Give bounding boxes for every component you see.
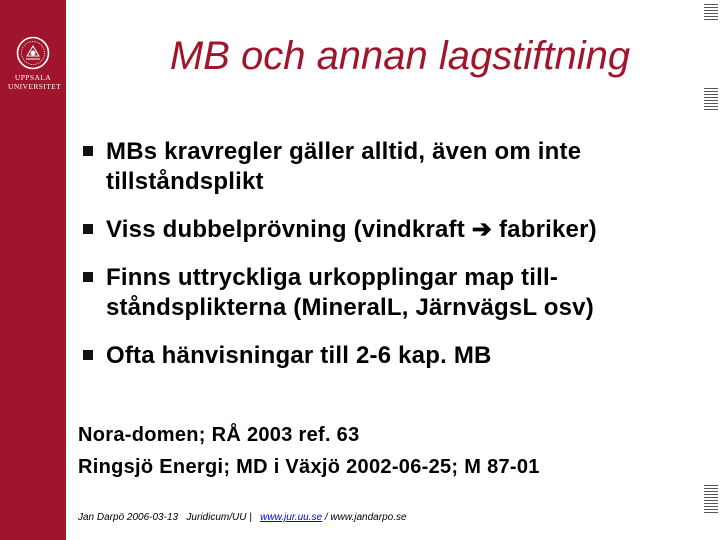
footer-link-jur[interactable]: www.jur.uu.se xyxy=(260,512,323,523)
square-bullet-icon xyxy=(83,146,93,156)
footer-author-date: Jan Darpö 2006-03-13 xyxy=(78,512,179,523)
case-references xyxy=(78,419,678,483)
bullet-text: MBs kravregler gäller alltid, även om inte tillståndsplikt xyxy=(106,138,582,195)
bullet-text: Viss dubbelprövning (vindkraft ➔ fabriker) xyxy=(106,216,597,243)
reference-line: Nora-domen; RÅ 2003 ref. 63 xyxy=(78,424,360,446)
footer xyxy=(78,512,407,523)
decorative-ticks-bottom xyxy=(704,485,718,515)
slide-title: MB och annan lagstiftning xyxy=(169,34,631,78)
logo-text-uppsala: UPPSALA xyxy=(14,73,52,82)
logo-text-universitet: UNIVERSITET xyxy=(8,82,62,91)
reference-line: Ringsjö Energi; MD i Växjö 2002-06-25; M 87-01 xyxy=(78,456,540,478)
footer-org: Juridicum/UU | xyxy=(186,512,252,523)
bullet-list xyxy=(78,137,678,389)
square-bullet-icon xyxy=(83,224,93,234)
sidebar xyxy=(0,0,66,540)
square-bullet-icon xyxy=(83,350,93,360)
footer-link-jandarpo[interactable]: www.jandarpo.se xyxy=(330,512,407,523)
decorative-ticks-top xyxy=(704,4,718,22)
bullet-text: Ofta hänvisningar till 2-6 kap. MB xyxy=(106,342,492,369)
bullet-item xyxy=(78,341,678,371)
bullet-text: Finns uttryckliga urkopplingar map till-ståndsplikterna (MineralL, JärnvägsL osv) xyxy=(106,264,594,321)
bullet-item xyxy=(78,215,678,245)
bullet-item xyxy=(78,263,678,323)
uu-seal-icon xyxy=(16,36,50,70)
footer-separator: / xyxy=(324,512,328,523)
bullet-item xyxy=(78,137,678,197)
square-bullet-icon xyxy=(83,272,93,282)
decorative-ticks-middle xyxy=(704,88,718,112)
university-logo xyxy=(8,36,62,91)
